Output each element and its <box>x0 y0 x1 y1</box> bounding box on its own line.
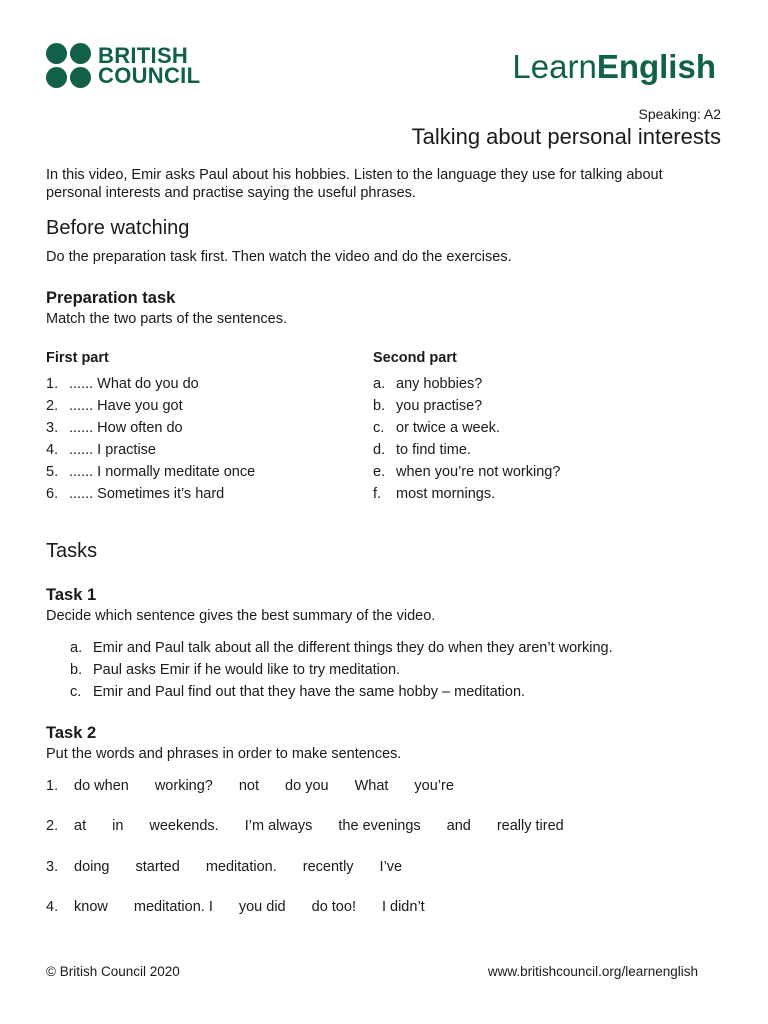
logo-wordmark: BRITISH COUNCIL <box>98 43 201 88</box>
learnenglish-logo: LearnEnglish <box>512 48 716 85</box>
second-part-list <box>373 373 560 505</box>
list-item: 5. ...... I normally meditate once <box>46 464 256 480</box>
list-item: d. to find time. <box>373 442 471 458</box>
list-item: e. when you’re not working? <box>373 464 561 480</box>
task2-item-2: 2. at in weekends. I’m always the evenings and really tired <box>46 818 564 834</box>
option-item: a. Emir and Paul talk about all the different things they do when they aren’t working. <box>70 640 613 656</box>
tasks-heading: Tasks <box>46 540 98 562</box>
level-label: Speaking: A2 <box>638 106 721 122</box>
task1-heading: Task 1 <box>46 586 97 604</box>
before-watching-heading: Before watching <box>46 217 190 239</box>
list-item: 6. ...... Sometimes it’s hard <box>46 486 225 502</box>
preparation-heading: Preparation task <box>46 289 176 307</box>
before-watching-text: Do the preparation task first. Then watch the video and do the exercises. <box>46 249 512 265</box>
task2-instruction: Put the words and phrases in order to make sentences. <box>46 746 402 762</box>
list-item: 2. ...... Have you got <box>46 398 183 414</box>
task2-heading: Task 2 <box>46 724 97 742</box>
intro-paragraph: In this video, Emir asks Paul about his hobbies. Listen to the language they use for talking about personal interests and practise saying the useful phrases. <box>46 167 663 201</box>
first-part-list <box>46 373 255 505</box>
british-council-logo <box>46 43 200 89</box>
list-item: 4. ...... I practise <box>46 442 157 458</box>
task2-item-1: 1. do when working? not do you What you’re <box>46 778 454 794</box>
list-item: a. any hobbies? <box>373 376 483 392</box>
task1-instruction: Decide which sentence gives the best summary of the video. <box>46 608 436 624</box>
footer-url[interactable]: www.britishcouncil.org/learnenglish <box>487 964 698 979</box>
list-item: f. most mornings. <box>373 486 496 502</box>
task1-options <box>70 637 613 703</box>
footer-copyright: © British Council 2020 <box>46 964 180 979</box>
task2-item-4: 4. know meditation. I you did do too! I didn’t <box>46 899 425 915</box>
task2-item-3: 3. doing started meditation. recently I’ve <box>46 859 403 875</box>
list-item: 3. ...... How often do <box>46 420 183 436</box>
first-part-heading: First part <box>46 350 109 366</box>
list-item: 1. ...... What do you do <box>46 376 199 392</box>
list-item: c. or twice a week. <box>373 420 500 436</box>
option-item: c. Emir and Paul find out that they have the same hobby – meditation. <box>70 684 526 700</box>
second-part-heading: Second part <box>373 350 457 366</box>
option-item: b. Paul asks Emir if he would like to try meditation. <box>70 662 401 678</box>
list-item: b. you practise? <box>373 398 483 414</box>
logo-dots-icon <box>46 43 92 89</box>
preparation-instruction: Match the two parts of the sentences. <box>46 311 287 327</box>
page-title: Talking about personal interests <box>411 124 721 149</box>
